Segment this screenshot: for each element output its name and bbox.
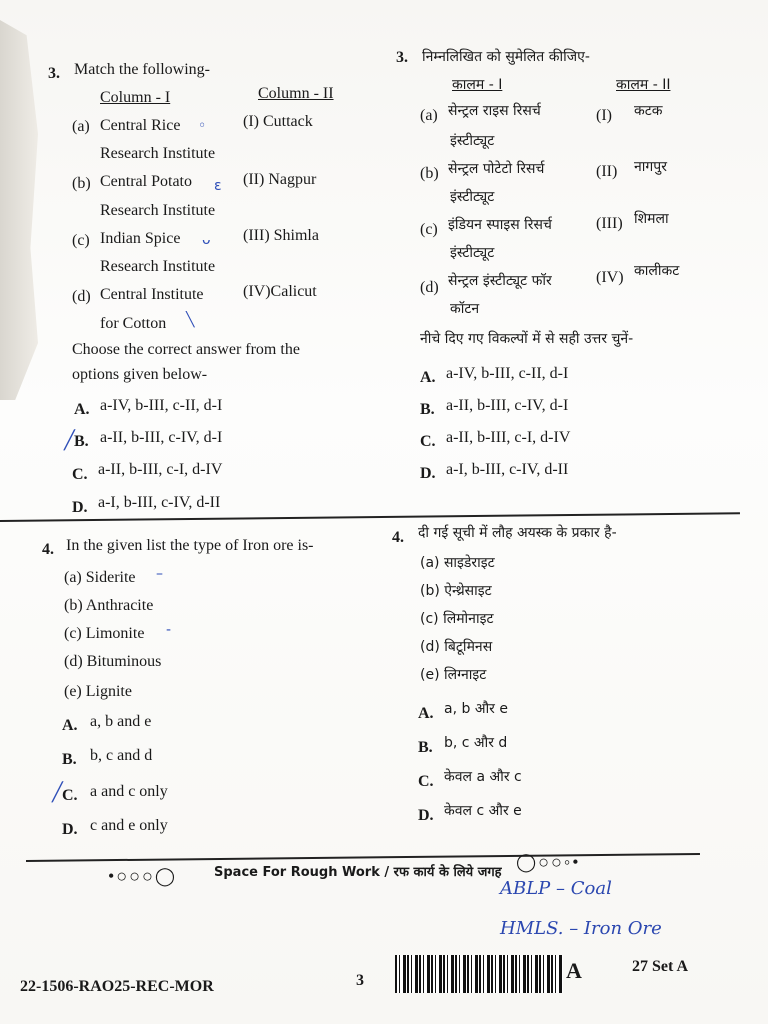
q3-hi-b-label: (b) <box>420 165 439 182</box>
pen-mark-3: ε <box>214 178 222 194</box>
q4-en-opt-B-key: B. <box>62 751 77 768</box>
q3-en-a-label: (a) <box>72 118 90 135</box>
q4-hi-item-c: (c) लिमोनाइट <box>420 611 494 627</box>
q3-hi-IV: (IV) <box>596 269 624 286</box>
q3-hi-opt-B: a-II, b-III, c-IV, d-I <box>446 397 569 414</box>
q4-en-item-c: (c) Limonite <box>64 625 145 642</box>
q3-en-II: (II) Nagpur <box>243 171 317 188</box>
pen-mark-2: ◦ <box>198 118 207 134</box>
q4-en-opt-C-key: C. <box>62 787 78 804</box>
q4-hi-item-e: (e) लिग्नाइट <box>420 667 487 683</box>
q3-hi-III: (III) <box>596 215 623 232</box>
q3-en-opt-C: a-II, b-III, c-I, d-IV <box>98 461 223 478</box>
q3-hi-b-text2: इंस्टीट्यूट <box>450 189 495 205</box>
q4-hi-item-b: (b) ऐन्थ्रेसाइट <box>420 583 492 599</box>
q4-en-opt-C: a and c only <box>90 783 168 800</box>
q3-hi-d-text2: कॉटन <box>450 301 480 317</box>
handwritten-note-2: HMLS. – Iron Ore <box>500 918 662 939</box>
q4-en-opt-A: a, b and e <box>90 713 152 730</box>
pen-mark-1: ╲ <box>186 312 195 328</box>
q3-hi-shimla: शिमला <box>634 211 669 227</box>
q3-hi-d-label: (d) <box>420 279 439 296</box>
q3-en-I: (I) Cuttack <box>243 113 313 130</box>
q3-hi-opt-D-key: D. <box>420 465 436 482</box>
q3-hi-I: (I) <box>596 107 612 124</box>
q3-en-d-label: (d) <box>72 288 91 305</box>
q3-en-opt-B-key: B. <box>74 433 89 450</box>
barcode <box>395 955 563 993</box>
q3-en-a-text1: Central Rice <box>100 117 181 134</box>
tick-limonite: - <box>166 622 172 638</box>
q4-hi-opt-C: केवल a और c <box>444 769 522 785</box>
q3-hi-col2-head: कालम - II <box>616 77 671 93</box>
handwritten-note-1: ABLP – Coal <box>500 878 612 899</box>
paper-code: 22-1506-RAO25-REC-MOR <box>20 978 214 995</box>
q3-en-c-text2: Research Institute <box>100 258 216 275</box>
q3-en-instr2: options given below- <box>72 366 208 383</box>
q4-en-number: 4. <box>42 541 54 558</box>
q4-hi-stem: दी गई सूची में लौह अयस्क के प्रकार है- <box>418 525 617 541</box>
q4-hi-number: 4. <box>392 529 404 546</box>
q3-hi-b-text1: सेन्ट्रल पोटेटो रिसर्च <box>448 161 545 177</box>
q3-en-c-text1: Indian Spice <box>100 230 181 247</box>
q3-en-opt-A-key: A. <box>74 401 90 418</box>
tick-mark-q3: ╱ <box>64 430 75 451</box>
q3-en-IV: (IV)Calicut <box>243 283 317 300</box>
section-divider <box>0 512 740 522</box>
q3-en-number: 3. <box>48 65 60 82</box>
q3-hi-a-label: (a) <box>420 107 438 124</box>
q4-en-item-e: (e) Lignite <box>64 683 132 700</box>
q3-hi-c-label: (c) <box>420 221 438 238</box>
q4-en-opt-A-key: A. <box>62 717 78 734</box>
q3-en-b-label: (b) <box>72 175 91 192</box>
series-letter: A <box>566 958 582 983</box>
q4-en-stem: In the given list the type of Iron ore is- <box>66 537 314 554</box>
q3-hi-opt-C-key: C. <box>420 433 436 450</box>
q4-hi-opt-B-key: B. <box>418 739 433 756</box>
q3-en-opt-A: a-IV, b-III, c-II, d-I <box>100 397 223 414</box>
q3-hi-nagpur: नागपुर <box>634 159 667 175</box>
q4-hi-item-a: (a) साइडेराइट <box>420 555 495 571</box>
q3-hi-opt-A: a-IV, b-III, c-II, d-I <box>446 365 569 382</box>
q3-hi-opt-A-key: A. <box>420 369 436 386</box>
q3-en-d-text1: Central Institute <box>100 286 204 303</box>
q4-en-opt-B: b, c and d <box>90 747 153 764</box>
q3-hi-opt-C: a-II, b-III, c-I, d-IV <box>446 429 571 446</box>
q3-en-opt-C-key: C. <box>72 466 88 483</box>
q3-hi-cuttack: कटक <box>634 103 663 119</box>
q3-hi-opt-D: a-I, b-III, c-IV, d-II <box>446 461 569 478</box>
q3-hi-instr: नीचे दिए गए विकल्पों में से सही उत्तर चुनें- <box>420 331 634 347</box>
set-label: 27 Set A <box>632 958 688 975</box>
q3-hi-c-text1: इंडियन स्पाइस रिसर्च <box>448 217 552 233</box>
q3-en-b-text2: Research Institute <box>100 202 216 219</box>
q3-hi-a-text1: सेन्ट्रल राइस रिसर्च <box>448 103 541 119</box>
decor-circles-left: •○○○◯ <box>108 866 178 886</box>
tick-siderite: – <box>156 566 163 582</box>
q4-hi-opt-A-key: A. <box>418 705 434 722</box>
q4-en-item-a: (a) Siderite <box>64 569 136 586</box>
q4-hi-opt-D: केवल c और e <box>444 803 522 819</box>
q3-hi-c-text2: इंस्टीट्यूट <box>450 245 495 261</box>
q3-en-instr1: Choose the correct answer from the <box>72 341 300 358</box>
q3-hi-calicut: कालीकट <box>634 263 680 279</box>
rough-work-divider <box>26 853 700 862</box>
q3-en-stem: Match the following- <box>74 61 210 78</box>
q4-hi-opt-D-key: D. <box>418 807 434 824</box>
q3-en-opt-B: a-II, b-III, c-IV, d-I <box>100 429 223 446</box>
q3-en-col2-head: Column - II <box>258 85 334 102</box>
q4-hi-opt-B: b, c और d <box>444 735 508 751</box>
rough-work-label: Space For Rough Work / रफ कार्य के लिये जगह <box>214 865 502 880</box>
q4-hi-item-d: (d) बिटूमिनस <box>420 639 493 655</box>
page-number: 3 <box>356 972 364 989</box>
q3-en-a-text2: Research Institute <box>100 145 216 162</box>
decor-circles-right: ◯○○◦• <box>516 852 581 872</box>
q3-hi-opt-B-key: B. <box>420 401 435 418</box>
q3-hi-number: 3. <box>396 49 408 66</box>
q4-hi-opt-C-key: C. <box>418 773 434 790</box>
q3-en-d-text2: for Cotton <box>100 315 167 332</box>
q3-en-c-label: (c) <box>72 232 90 249</box>
tick-mark-q4: ╱ <box>52 782 63 803</box>
q4-en-opt-D-key: D. <box>62 821 78 838</box>
q4-en-opt-D: c and e only <box>90 817 168 834</box>
pen-mark-4: ᴗ <box>202 232 211 248</box>
q3-hi-d-text1: सेन्ट्रल इंस्टीट्यूट फॉर <box>448 273 552 289</box>
q3-hi-col1-head: कालम - I <box>452 77 503 93</box>
torn-paper-edge <box>0 20 38 400</box>
q3-en-opt-D-key: D. <box>72 499 88 516</box>
q3-en-III: (III) Shimla <box>243 227 319 244</box>
q3-en-opt-D: a-I, b-III, c-IV, d-II <box>98 494 221 511</box>
q4-en-item-b: (b) Anthracite <box>64 597 154 614</box>
q3-en-col1-head: Column - I <box>100 89 171 106</box>
q3-en-b-text1: Central Potato <box>100 173 192 190</box>
q4-en-item-d: (d) Bituminous <box>64 653 162 670</box>
q3-hi-stem: निम्नलिखित को सुमेलित कीजिए- <box>422 49 590 65</box>
q3-hi-II: (II) <box>596 163 618 180</box>
q4-hi-opt-A: a, b और e <box>444 701 508 717</box>
q3-hi-a-text2: इंस्टीट्यूट <box>450 133 495 149</box>
